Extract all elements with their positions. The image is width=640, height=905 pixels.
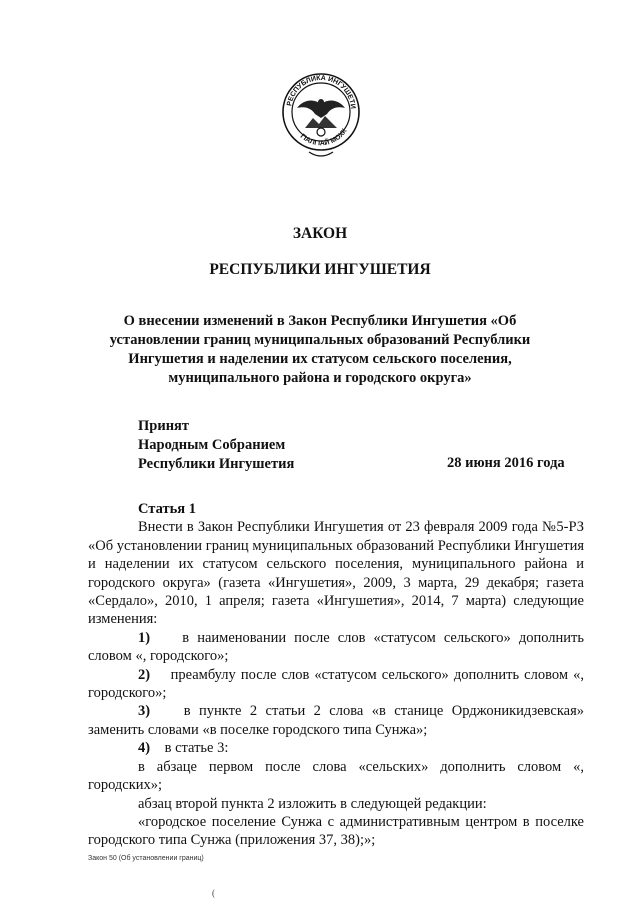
- adopted-label: Принят: [138, 418, 190, 434]
- republic-emblem: [279, 56, 363, 166]
- item-text: в наименовании после слов «статусом сельского» дополнить словом «, городского»;: [88, 629, 584, 665]
- list-item: [88, 739, 584, 757]
- subject-line: Ингушетия и наделении их статусом сельского поселения,: [128, 351, 512, 367]
- law-subject: [0, 312, 640, 388]
- adopted-by: Народным Собранием: [138, 437, 286, 453]
- issuer-title: РЕСПУБЛИКИ ИНГУШЕТИЯ: [209, 261, 431, 278]
- list-item: [88, 702, 584, 739]
- item-text: преамбулу после слов «статусом сельского» дополнить словом «, городского»;: [88, 666, 585, 702]
- footer-filename: Закон 50 (Об установлении границ): [88, 855, 204, 862]
- item-text: в пункте 2 статьи 2 слова «в станице Орджоникидзевская» заменить словами «в поселке городского типа Сунжа»;: [88, 703, 585, 738]
- list-item: [88, 666, 584, 703]
- subject-line: муниципального района и городского округа»: [168, 370, 472, 386]
- scan-mark: (: [212, 888, 215, 898]
- item-number: 4): [138, 740, 151, 757]
- emblem-icon: [279, 56, 363, 166]
- adoption-block: [138, 417, 294, 474]
- item-number: 2): [138, 666, 151, 683]
- adopted-by-republic: Республики Ингушетия: [138, 456, 295, 472]
- sub-item: в абзаце первом после слова «сельских» дополнить словом «, городских»;: [88, 758, 584, 794]
- sub-item: «городское поселение Сунжа с административным центром в поселке городского типа Сунжа (приложения 37, 38);»;: [88, 813, 584, 849]
- article-body: [88, 500, 584, 850]
- subject-line: О внесении изменений в Закон Республики Ингушетия «Об: [123, 313, 517, 329]
- article-heading: Статья 1: [138, 501, 196, 517]
- article-intro: Внести в Закон Республики Ингушетия от 23 февраля 2009 года №5-РЗ «Об установлении границ муниципальных образований Республики Ингушетия и наделении их статусом сельского поселения, муниципального района и городского округа» (газета «Ингушетия», 2009, 3 марта, 29 декабря; газета «Сердало», 2010, 1 апреля; газета «Ингушетия», 2014, 7 марта) следующие изменения:: [88, 519, 584, 628]
- svg-text:РЕСПУБЛИКА ИНГУШЕТИЯ: РЕСПУБЛИКА ИНГУШЕТИ: [286, 74, 357, 110]
- sub-item: абзац второй пункта 2 изложить в следующей редакции:: [138, 795, 487, 812]
- document-type-title: ЗАКОН: [292, 225, 348, 242]
- item-text: в статье 3:: [164, 740, 229, 757]
- svg-text:ГIАЛГIАЙ МОХК: ГIАЛГIАЙ МОХК: [298, 127, 349, 148]
- subject-line: установлении границ муниципальных образований Республики: [109, 332, 531, 348]
- adoption-date: 28 июня 2016 года: [447, 455, 565, 471]
- item-number: 3): [138, 703, 151, 720]
- list-item: [88, 629, 584, 666]
- item-number: 1): [138, 629, 151, 646]
